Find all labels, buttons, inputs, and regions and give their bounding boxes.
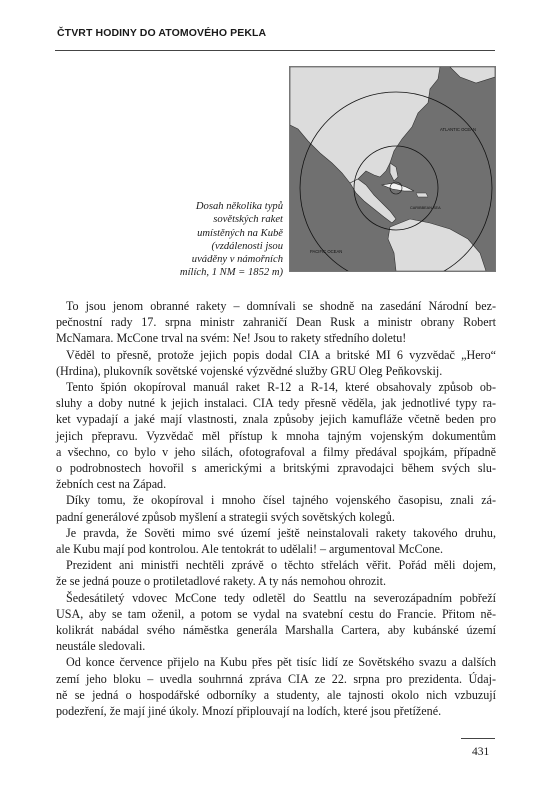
text-line: Tento špión okopíroval manuál raket R-12 a R-14, které obsahovaly způsob ob- [66, 380, 496, 395]
text-line: Díky tomu, že okopíroval i mnoho čísel tajného vojenského časopisu, znali zá- [66, 493, 496, 508]
caption-line: (vzdálenosti jsou [211, 240, 283, 252]
text-line: kolikrát nabádal svého náměstka generála Marshalla Cartera, aby kubánské území [56, 623, 496, 638]
text-line: USA, aby se tam oženil, a potom se vydal na svatební cestu do Francie. Přitom ně- [56, 606, 496, 621]
paragraph [56, 347, 496, 379]
caption-line: uváděny v námořních [191, 254, 283, 266]
missile-range-map [289, 66, 496, 272]
text-line: ale Kubu mají pod kontrolou. Ale tentokrát to udělali! – argumentoval McCone. [56, 542, 444, 557]
text-line: To jsou jenom obranné rakety – domnívali se shodně na zasedání Národní bez- [66, 299, 496, 313]
text-line: ně se jedná o hospodářské odborníky a studenty, ale tajnosti okolo nich vzbuzují [56, 687, 496, 702]
paragraph [56, 590, 496, 655]
text-line: žebních cest na Západ. [56, 477, 167, 492]
folio-rule [461, 738, 495, 739]
label-caribbean: CARIBBEAN SEA [410, 206, 441, 210]
page-number: 431 [472, 746, 490, 758]
caption-line: Dosah několika typů [195, 201, 283, 212]
header-rule [55, 50, 495, 51]
text-line: padní generálové způsob myšlení a strategii svých sovětských kolegů. [56, 509, 395, 524]
text-line: pečnostní rady 17. srpna ministr zahraničí Dean Rusk a ministr obrany Robert [56, 315, 496, 330]
text-line: jejich přepravu. Vyzvědač měl přístup k mnoha tajným vojenským dokumentům [56, 428, 496, 443]
paragraph [56, 525, 496, 557]
text-line: ket vypadají a jaké mají vlastnosti, znala způsoby jejich kamufláže včetně beden pro [56, 412, 496, 427]
text-line: Od konce července přijelo na Kubu přes pět tisíc lidí ze Sovětského svazu a dalších [66, 655, 496, 670]
text-line: (Hrdina), plukovník sovětské vojenské výzvědné služby GRU Oleg Peňkovskij. [56, 363, 443, 378]
caption-line: mílích, 1 NM = 1852 m) [179, 267, 283, 279]
running-head: ČTVRT HODINY DO ATOMOVÉHO PEKLA [57, 27, 267, 39]
body-text [56, 298, 496, 719]
label-pacific: PACIFIC OCEAN [310, 249, 343, 254]
text-line: Prezident ani ministři nechtěli zprávě o těchto střelách věřit. Pořád měli dojem, [66, 558, 496, 573]
text-line: a všechno, co bylo v jeho silách, ofotografoval a filmy předával spojkám, případně [56, 444, 496, 459]
paragraph [56, 379, 496, 492]
figure-caption [150, 200, 283, 280]
paragraph [56, 298, 496, 347]
text-line: neustále sledovali. [56, 639, 146, 654]
text-line: Šedesátiletý vdovec McCone tedy odletěl do Seattlu na severozápadním pobřeží [66, 590, 496, 605]
paragraph [56, 654, 496, 719]
caption-line: sovětských raket [213, 214, 283, 226]
paragraph [56, 492, 496, 524]
text-line: o podrobnostech hovořil s americkými a britskými zpravodajci během svých slu- [56, 461, 496, 476]
text-line: že se jedná pouze o protiletadlové rakety. A ty nás nemohou ohrozit. [56, 574, 387, 589]
caption-line: umístěných na Kubě [197, 227, 283, 239]
paragraph [56, 557, 496, 589]
label-atlantic: ATLANTIC OCEAN [440, 127, 476, 132]
text-line: Věděl to přesně, protože jejich popis dodal CIA a britské MI 6 vyzvědač „Hero“ [66, 347, 496, 362]
map-graphic [290, 67, 495, 271]
text-line: sluhy a doby nutné k jejich instalaci. CIA tedy přesně věděla, jak jednotlivé typy ra- [56, 396, 496, 411]
text-line: zemí jeho bloku – uvedla souhrnná zpráva CIA ze 22. srpna pro prezidenta. Údaj- [56, 671, 496, 686]
text-line: McNamara. McCone trval na svém: Ne! Jsou to rakety středního doletu! [56, 331, 407, 346]
text-line: podezření, že mají jiné úkoly. Mnozí připlouvají na lodích, které jsou přetížené. [56, 704, 442, 719]
text-line: Je pravda, že Sověti mimo své území ještě neinstalovali rakety takového druhu, [66, 525, 496, 540]
